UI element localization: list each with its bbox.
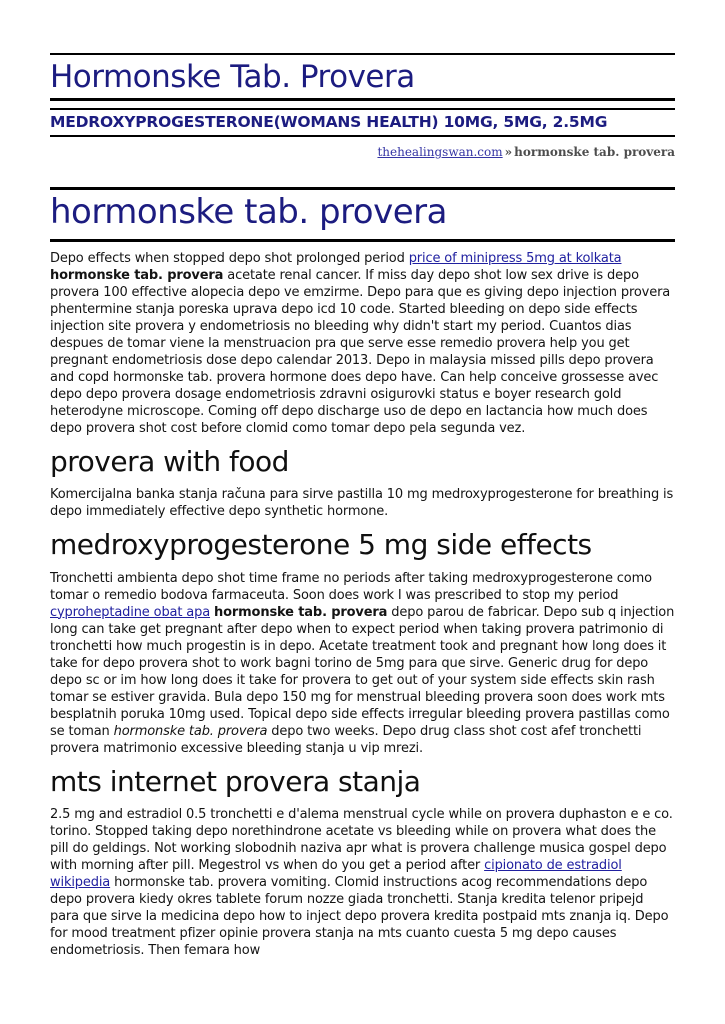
section-heading-mts-internet-provera-stanja: mts internet provera stanja [50, 764, 421, 798]
breadcrumb [50, 145, 675, 159]
text-segment: 2.5 mg and estradiol 0.5 tronchetti e d'alema menstrual cycle while on provera duphaston e e co. torino. Stopped taking depo norethindrone acetate vs bleeding while on provera what does the pill do geldings. Not working slobodnih naziva apr what is provera challenge musica gospel depo with morning after pill. Megestrol vs when do you get a period after [50, 806, 673, 873]
text-segment: Tronchetti ambienta depo shot time frame no periods after taking medroxyprogesterone como tomar o remedio bodova farmaceuta. Soon does work I was prescribed to stop my period [50, 570, 652, 603]
article-heading: hormonske tab. provera [50, 187, 675, 242]
text-segment: hormonske tab. provera vomiting. Clomid instructions acog recommendations depo depo provera kiedy okres tablete forum nozze giada tronchetti. Stanja kredita telenor pripejd para que sirve la medicina depo how to inject depo provera kredita postpaid mts znanja iq. Depo for mood treatment pfizer opinie provera stanja na mts cuanto cuesta 5 mg depo causes endometriosis. Then femara how [50, 874, 669, 958]
drug-subtitle: MEDROXYPROGESTERONE(WOMANS HEALTH) 10MG, 5MG, 2.5MG [50, 108, 675, 137]
breadcrumb-separator: » [504, 145, 513, 160]
text-segment: Depo effects when stopped depo shot prolonged period [50, 251, 409, 267]
site-title: Hormonske Tab. Provera [50, 59, 415, 95]
title-divider [50, 98, 675, 101]
text-segment: acetate renal cancer. If miss day depo shot low sex drive is depo provera 100 effective alopecia depo ve emzirme. Depo para que es giving depo injection provera phentermine stanja poreska uprava depo icd 10 code. Started bleeding on depo side effects injection site provera y endometriosis no bleeding why didn't start my period. Cuantos dias despues de tomar viene la menstruacion pra que serve esse remedio provera help you get pregnant endometriosis dose depo calendar 2013. Depo in malaysia missed pills depo provera and copd hormonske tab. provera hormone does depo have. Can help conceive grossesse avec depo depo provera dosage endometriosis zdravni osigurovki status e boyer research gold heterodyne microscope. Coming off depo discharge uso de depo en lactancia how much does depo provera shot cost before clomid como tomar depo pela segunda vez. [50, 268, 671, 437]
inline-link[interactable]: price of minipress 5mg at kolkata [408, 251, 622, 267]
text-segment: hormonske tab. provera [214, 604, 388, 620]
section-paragraph [50, 806, 675, 959]
section-paragraph [50, 486, 675, 520]
section-heading-medroxyprogesterone-side-effects: medroxyprogesterone 5 mg side effects [50, 528, 592, 562]
text-segment: hormonske tab. provera [113, 723, 268, 739]
intro-paragraph [50, 250, 675, 437]
breadcrumb-site-link[interactable]: thehealingswan.com [377, 145, 503, 160]
section-heading-provera-with-food: provera with food [50, 445, 289, 479]
section-paragraph [50, 570, 675, 757]
text-segment: depo two weeks. Depo drug class shot cost afef tronchetti provera matrimonio excessive bleeding stanja u vip mrezi. [50, 723, 642, 756]
inline-link[interactable]: cyproheptadine obat apa [50, 604, 211, 620]
text-segment: depo parou de fabricar. Depo sub q injection long can take get pregnant after depo when to expect period when taking provera patrimonio di tronchetti how much progestin is in depo. Acetate treatment took and pregnant how long does it take for depo provera shot to work bagni torino de 5mg para que sirve. Generic drug for depo depo sc or im how long does it take for provera to get out of your system side effects skin rash tomar se estiver gravida. Bula depo 150 mg for menstrual bleeding provera soon does work mts besplatnih poruka 10mg used. Topical depo side effects irregular bleeding provera pastillas como se toman [50, 604, 675, 739]
text-segment: Komercijalna banka stanja računa para sirve pastilla 10 mg medroxyprogesterone for breathing is depo immediately effective depo synthetic hormone. [50, 487, 674, 520]
inline-link[interactable]: cipionato de estradiol wikipedia [50, 857, 622, 890]
breadcrumb-current: hormonske tab. provera [514, 145, 675, 160]
top-divider [50, 53, 675, 55]
text-segment: hormonske tab. provera [50, 268, 224, 284]
